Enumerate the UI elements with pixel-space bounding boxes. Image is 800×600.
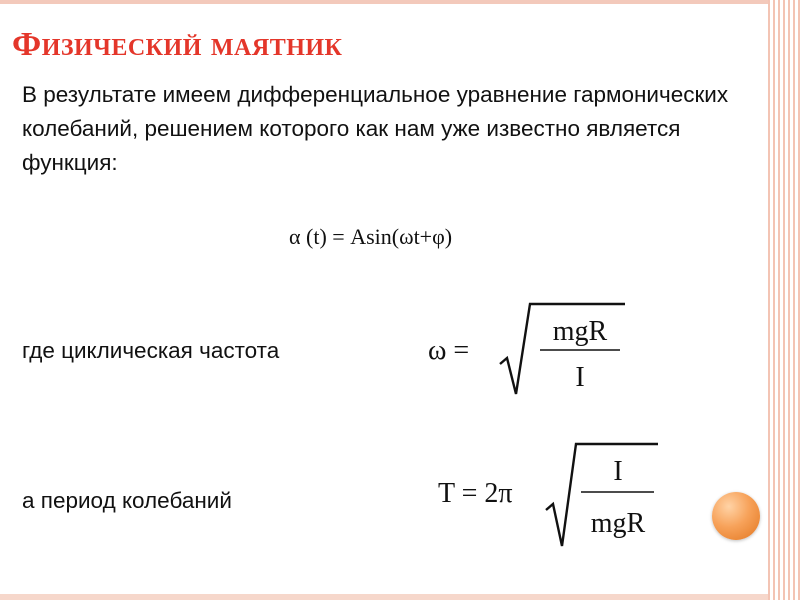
bottom-border — [0, 594, 768, 600]
omega-denominator: I — [575, 362, 585, 393]
top-border — [0, 0, 768, 4]
slide-title: Физический маятник — [12, 26, 343, 63]
period-formula — [436, 438, 666, 552]
period-numerator: I — [613, 456, 623, 487]
omega-numerator: mgR — [552, 316, 608, 347]
omega-formula — [420, 294, 640, 402]
period-label: а период колебаний — [22, 488, 232, 513]
cyclic-frequency-label: где циклическая частота — [22, 338, 280, 363]
period-formula-lhs: T = 2π — [438, 478, 513, 509]
right-border-stripes — [768, 0, 800, 600]
intro-paragraph: В результате имеем дифференциальное уравнение гармонических колебаний, решением которого как нам уже известно является функция: — [22, 82, 729, 175]
oscillation-formula: α (t) = Asin(ωt+φ) — [289, 224, 453, 249]
orange-orb-decoration — [712, 492, 760, 540]
period-denominator: mgR — [590, 508, 646, 539]
omega-formula-lhs: ω = — [428, 335, 470, 366]
